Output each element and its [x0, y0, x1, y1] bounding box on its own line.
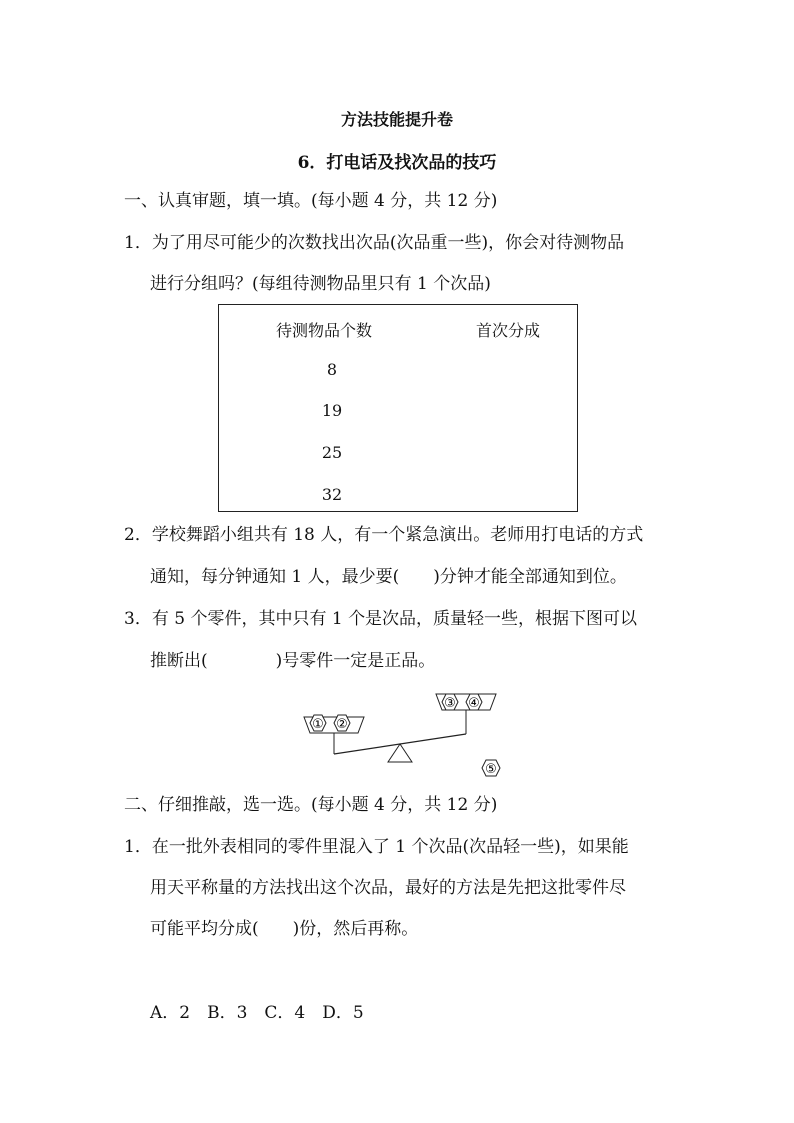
table-row-count: 19 [321, 401, 343, 420]
page-title: 方法技能提升卷 [340, 110, 453, 129]
s2q1-text-line3: 可能平均分成( )份，然后再称。 [150, 919, 419, 939]
q1-text-line1: 1．为了用尽可能少的次数找出次品(次品重一些)，你会对待测物品 [124, 233, 625, 253]
part-label: ④ [468, 696, 480, 711]
q3-text-line2: 推断出( )号零件一定是正品。 [150, 651, 436, 671]
page-subtitle: 6．打电话及找次品的技巧 [297, 153, 497, 173]
table-header-first-split: 首次分成 [476, 321, 541, 340]
table-row-count: 25 [321, 443, 343, 462]
part-label: ⑤ [485, 762, 497, 777]
section1-heading: 一、认真审题，填一填。(每小题 4 分，共 12 分) [124, 191, 498, 211]
part-label: ① [312, 717, 324, 732]
s2q1-options: A．2 B．3 C．4 D．5 [150, 1003, 364, 1023]
grouping-table [218, 304, 578, 512]
table-row-count: 8 [326, 360, 338, 379]
s2q1-text-line1: 1．在一批外表相同的零件里混入了 1 个次品(次品轻一些)，如果能 [124, 837, 629, 857]
section2-heading: 二、仔细推敲，选一选。(每小题 4 分，共 12 分) [124, 795, 498, 815]
q2-text-line1: 2．学校舞蹈小组共有 18 人，有一个紧急演出。老师用打电话的方式 [124, 525, 644, 545]
part-label: ② [336, 717, 348, 732]
table-header-count: 待测物品个数 [276, 321, 373, 340]
s2q1-text-line2: 用天平称量的方法找出这个次品，最好的方法是先把这批零件尽 [150, 878, 626, 898]
q1-text-line2: 进行分组吗？(每组待测物品里只有 1 个次品) [150, 274, 491, 294]
table-row-count: 32 [321, 485, 343, 504]
part-label: ③ [444, 696, 456, 711]
q2-text-line2: 通知，每分钟通知 1 人，最少要( )分钟才能全部通知到位。 [150, 567, 627, 587]
q3-text-line1: 3．有 5 个零件，其中只有 1 个是次品，质量轻一些，根据下图可以 [124, 609, 638, 629]
fulcrum [388, 744, 412, 762]
balance-diagram [300, 684, 520, 780]
